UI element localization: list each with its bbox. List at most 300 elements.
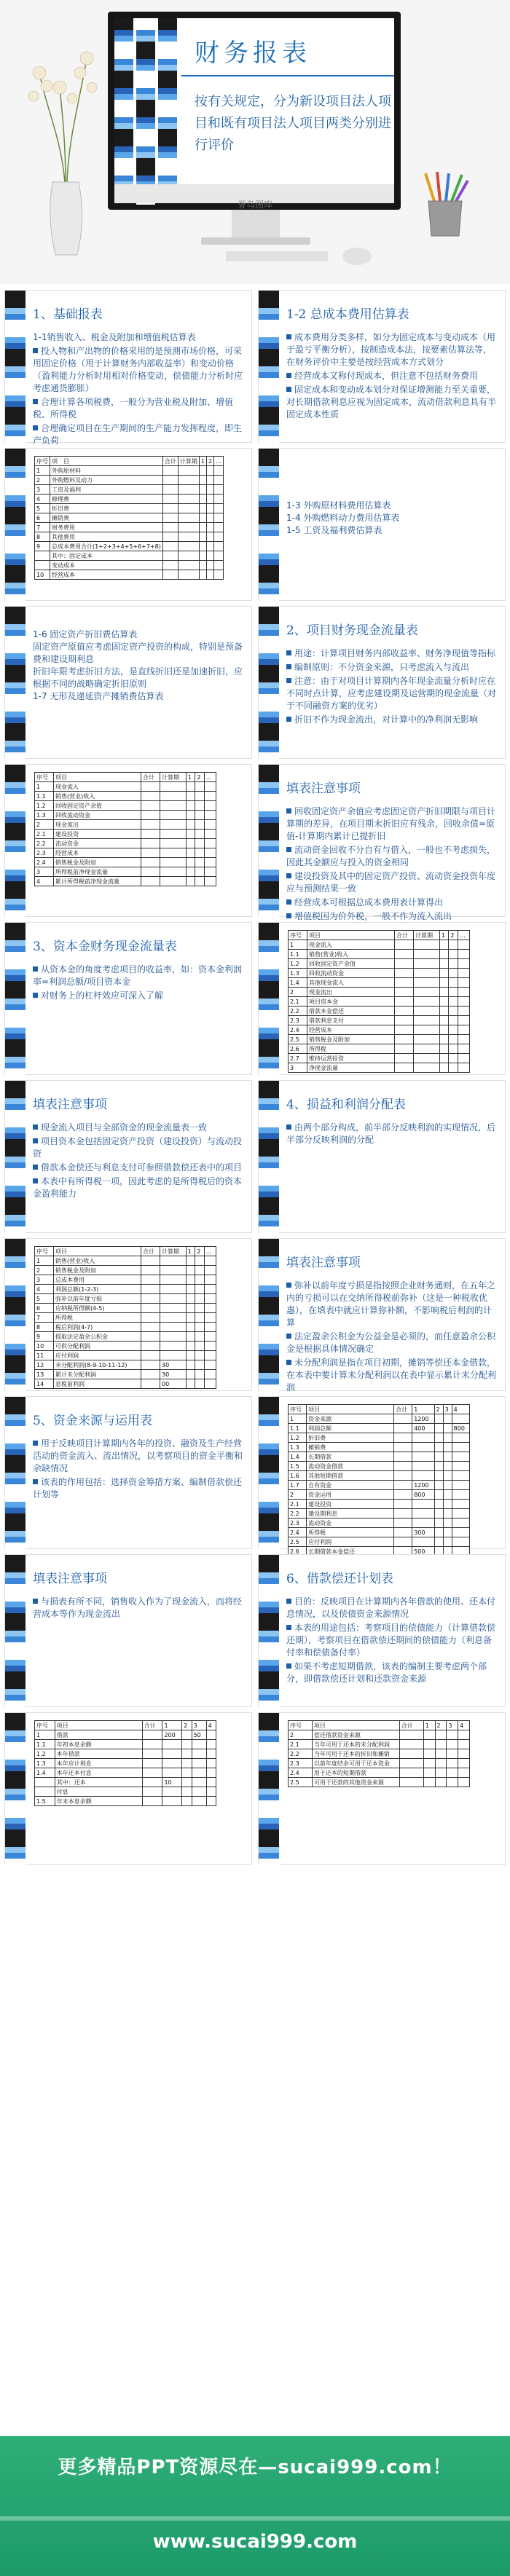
table-cell	[206, 513, 213, 523]
stripe-segment	[5, 1180, 26, 1186]
table-cell	[412, 1519, 434, 1528]
table-row	[35, 551, 224, 561]
stripe-segment	[5, 1824, 26, 1829]
stripe-segment	[5, 1771, 26, 1777]
stripe-segment	[259, 712, 279, 717]
stripe-segment	[5, 636, 26, 642]
table-cell: 回收固定资产余值	[54, 801, 141, 811]
stripe-segment	[5, 1666, 26, 1671]
slide-title: 3、资本金财务现金流量表	[33, 940, 177, 954]
stripe-cell	[158, 65, 177, 71]
stripe-cell	[136, 100, 155, 106]
stripe-segment	[259, 1519, 279, 1525]
table-cell: 1	[289, 1414, 307, 1424]
stripe-cell	[114, 158, 133, 164]
stripe-segment	[259, 1537, 279, 1543]
stripe-segment	[259, 771, 279, 776]
stripe-cell	[136, 82, 155, 88]
table-row	[35, 466, 224, 476]
table-cell	[186, 1285, 195, 1294]
slide-6	[258, 606, 506, 759]
table-cell	[195, 1332, 204, 1342]
table-header-cell: 2	[434, 1405, 443, 1414]
stripe-segment	[5, 653, 26, 659]
table-cell	[142, 1759, 162, 1768]
stripe-segment	[259, 653, 279, 659]
table-cell	[443, 1528, 452, 1537]
table-cell	[204, 877, 216, 886]
stripe-segment	[5, 1572, 26, 1578]
stripe-segment	[5, 752, 26, 758]
slide-body	[286, 647, 498, 728]
stripe-segment	[259, 940, 279, 946]
table-cell: 2.5	[289, 1035, 307, 1044]
stripe-segment	[5, 1567, 26, 1572]
slide-bullet	[33, 1596, 244, 1620]
table-cell	[192, 1759, 206, 1768]
table-cell	[412, 1452, 434, 1462]
slide-10	[258, 922, 506, 1075]
table-cell	[192, 1749, 206, 1759]
slide-8	[258, 764, 506, 921]
stripe-segment	[5, 794, 26, 800]
table-cell	[141, 1304, 160, 1313]
table-cell	[199, 485, 206, 495]
stripe-segment	[5, 1455, 26, 1461]
table-cell	[443, 1537, 452, 1547]
table-cell	[395, 1016, 414, 1025]
stripe-segment	[5, 1654, 26, 1660]
stripe-segment	[5, 1725, 26, 1730]
table-cell	[204, 1342, 216, 1351]
table-cell	[439, 950, 448, 959]
table-cell	[206, 504, 213, 513]
table-cell	[395, 969, 414, 978]
table-header-cell: …	[204, 1247, 216, 1256]
table-cell	[182, 1730, 192, 1740]
stripe-segment	[259, 1795, 279, 1800]
stripe-segment	[5, 1467, 26, 1473]
slide-body	[286, 1122, 498, 1148]
bullet-square-icon	[286, 387, 291, 392]
table-header-cell: 项目	[54, 773, 141, 782]
bullet-text: 1-4 外购燃料动力费用估算表	[286, 513, 400, 523]
table-cell	[162, 1740, 182, 1749]
stripe-segment	[259, 1326, 279, 1332]
stripe-cell	[158, 36, 177, 42]
bullet-text: 本表的用途包括：考察项目的偿债能力（计算借款偿还期），考察项目在借款偿还期间的偿债能力（利息备付率和偿债备付率）	[286, 1623, 496, 1658]
stripe-cell	[114, 123, 133, 129]
table-cell	[414, 940, 440, 950]
table-cell: 2.2	[289, 1749, 313, 1759]
stripe-cell	[114, 141, 133, 146]
table-cell	[35, 551, 50, 561]
stripe-segment	[259, 1736, 279, 1742]
table-cell: 1.1	[289, 950, 307, 959]
slide-body	[286, 500, 498, 537]
table-cell: 30	[160, 1370, 187, 1379]
stripe-segment	[259, 1320, 279, 1326]
stripe-segment	[5, 1525, 26, 1531]
stripe-segment	[259, 747, 279, 752]
stripe-segment	[259, 1689, 279, 1695]
stripe-segment	[5, 782, 26, 788]
table-cell	[206, 1787, 216, 1797]
table-row	[35, 1759, 216, 1768]
bullet-text: 用途：计算项目财务内部收益率、财务净现值等指标	[294, 648, 496, 658]
table-cell: 3	[35, 1275, 54, 1285]
stripe-segment	[5, 1197, 26, 1203]
table-cell	[204, 1379, 216, 1389]
table-cell: 所得税	[54, 1313, 141, 1323]
table-cell	[141, 820, 160, 830]
table-cell	[414, 1025, 440, 1035]
stripe-segment	[5, 958, 26, 964]
stripe-segment	[259, 765, 279, 771]
table-cell	[162, 1759, 182, 1768]
bullet-square-icon	[286, 899, 291, 905]
table-cell	[160, 1294, 187, 1304]
stripe-segment	[5, 1274, 26, 1280]
stripe-segment	[259, 1209, 279, 1215]
table-row	[35, 1749, 216, 1759]
table-cell	[395, 1025, 414, 1035]
slide-stripe-decor	[5, 765, 26, 916]
bullet-square-icon	[33, 966, 38, 972]
table-cell: 修理费	[50, 495, 163, 504]
stripe-segment	[5, 1496, 26, 1502]
stripe-segment	[259, 548, 279, 554]
table-cell	[458, 969, 469, 978]
stripe-cell	[158, 146, 177, 152]
table-cell	[178, 466, 199, 476]
stripe-segment	[259, 454, 279, 460]
table-cell: 经营成本	[307, 1025, 395, 1035]
table-cell: 销售税金及附加	[307, 1035, 395, 1044]
table-cell	[186, 811, 195, 820]
slide-16	[258, 1396, 506, 1555]
stripe-segment	[259, 1110, 279, 1116]
stripe-segment	[5, 1531, 26, 1537]
stripe-segment	[5, 1268, 26, 1274]
stripe-segment	[5, 478, 26, 484]
table-cell	[141, 1360, 160, 1370]
table-cell	[452, 1509, 469, 1519]
table-header-cell: 计算期	[178, 457, 199, 466]
stripe-segment	[5, 1186, 26, 1192]
stripe-segment	[5, 1320, 26, 1326]
table-cell	[160, 1256, 187, 1266]
stripe-segment	[5, 916, 26, 922]
bullet-text: 注意：由于对项目计算期内各年现金流量分析时应在不同时点计算，应考虑建设期及运营期的现金流量（对于不同融资方案的优劣）	[286, 676, 497, 711]
stripe-segment	[5, 1473, 26, 1478]
stripe-segment	[5, 1513, 26, 1519]
stripe-segment	[5, 401, 26, 407]
stripe-cell	[136, 65, 155, 71]
stripe-segment	[5, 1607, 26, 1613]
stripe-segment	[259, 934, 279, 940]
bullet-square-icon	[33, 1479, 38, 1484]
slide-body	[33, 1438, 244, 1502]
table-row	[289, 1768, 470, 1778]
stripe-segment	[259, 577, 279, 583]
table-cell	[192, 1787, 206, 1797]
table-cell	[447, 1749, 458, 1759]
table-cell	[412, 1537, 434, 1547]
stripe-segment	[259, 682, 279, 688]
stripe-segment	[5, 1748, 26, 1754]
table-cell	[452, 1519, 469, 1528]
table-header-cell: 2	[449, 931, 458, 940]
table-cell	[204, 1323, 216, 1332]
table-header-cell: 1	[423, 1721, 435, 1730]
table-cell	[394, 1500, 412, 1509]
table-cell	[162, 485, 178, 495]
table-cell: 1200	[412, 1481, 434, 1490]
table-row	[289, 1433, 470, 1443]
stripe-segment	[5, 361, 26, 366]
slide-stripe-decor	[5, 923, 26, 1074]
table-cell	[199, 476, 206, 485]
stripe-segment	[259, 1596, 279, 1602]
table-row	[289, 997, 470, 1007]
table-header-cell: 序号	[35, 1721, 55, 1730]
table-cell	[206, 1778, 216, 1787]
stripe-segment	[259, 987, 279, 993]
stripe-segment	[5, 542, 26, 548]
stripe-cell	[158, 100, 177, 106]
bullet-text: 投入物和产出物的价格采用的是预测市场价格，可采用固定价格（用于计算财务内部收益率）和变动价格（盈利能力分析时用相对价格变动，偿债能力分析时应考虑通货膨胀）	[33, 346, 243, 393]
stripe-segment	[5, 893, 26, 899]
stripe-cell	[136, 30, 155, 36]
stripe-segment	[259, 1162, 279, 1168]
stripe-cell	[114, 30, 133, 36]
table-cell	[452, 1443, 469, 1452]
stripe-segment	[5, 1192, 26, 1197]
stripe-cell	[136, 164, 155, 170]
stripe-segment	[5, 1004, 26, 1010]
stripe-segment	[5, 647, 26, 653]
stripe-segment	[5, 1789, 26, 1795]
stripe-segment	[259, 337, 279, 343]
table-cell	[186, 848, 195, 858]
table-cell	[192, 1768, 206, 1778]
stripe-segment	[259, 852, 279, 858]
slide-bullet	[286, 524, 498, 537]
table-cell: 借款利息支付	[307, 1016, 395, 1025]
table-row	[35, 1787, 216, 1797]
stripe-cell	[158, 158, 177, 164]
table-cell: 工资及福利	[50, 485, 163, 495]
stripe-segment	[259, 1853, 279, 1859]
slide-bullet	[286, 647, 498, 660]
table-cell: 2.2	[35, 839, 54, 848]
table-cell	[452, 1481, 469, 1490]
table-cell: 1.7	[289, 1481, 307, 1490]
stripe-segment	[5, 331, 26, 337]
table-cell	[399, 1749, 423, 1759]
bullet-text: 成本费用分类多样，如分为固定成本与变动成本（用于盈亏平衡分析），按制造成本法，按要素估算法等，在财务评价中主要是按经营成本方式划分	[286, 332, 496, 367]
table-row	[289, 1054, 470, 1063]
slide-7	[4, 764, 252, 917]
stripe-segment	[5, 314, 26, 320]
table-cell: 财务费用	[50, 523, 163, 532]
stripe-segment	[5, 548, 26, 554]
stripe-segment	[5, 395, 26, 401]
stripe-cell	[158, 82, 177, 88]
stripe-segment	[5, 788, 26, 794]
table-cell	[204, 792, 216, 801]
bullet-square-icon	[286, 1599, 291, 1604]
table-cell	[195, 1256, 204, 1266]
slide-stripe-decor	[5, 1239, 26, 1390]
table-cell	[443, 1443, 452, 1452]
stripe-segment	[5, 366, 26, 372]
stripe-segment	[259, 999, 279, 1004]
table-cell	[195, 792, 204, 801]
bullet-text: 合理确定项目在生产期间的生产能力发挥程度，即生产负荷	[33, 423, 243, 446]
table-cell: 应付利润	[307, 1537, 394, 1547]
table-cell	[395, 959, 414, 969]
table-cell: 现金流入	[307, 940, 395, 950]
table-cell: 以前年度结余可用于还本资金	[312, 1759, 399, 1768]
bullet-square-icon	[286, 1334, 291, 1339]
table-cell	[199, 532, 206, 542]
stripe-segment	[5, 1379, 26, 1384]
table-cell	[394, 1452, 412, 1462]
table-cell: 流动资金	[54, 839, 141, 848]
table-cell	[195, 1360, 204, 1370]
stripe-segment	[5, 800, 26, 806]
stripe-segment	[5, 536, 26, 542]
stripe-segment	[259, 1350, 279, 1355]
table-cell	[204, 1266, 216, 1275]
table-cell	[434, 1528, 443, 1537]
table-header-cell: 计算期	[160, 773, 187, 782]
stripe-segment	[259, 1555, 279, 1561]
bullet-square-icon	[286, 334, 291, 339]
slide-bullet	[286, 806, 498, 843]
table-cell: 所得税	[307, 1044, 395, 1054]
table-cell	[214, 542, 224, 551]
slide-stripe-decor	[5, 1081, 26, 1232]
stripe-segment	[259, 1028, 279, 1033]
stripe-segment	[5, 484, 26, 489]
slide-stripe-decor	[259, 1713, 279, 1864]
promo-url[interactable]: www.sucai999.com	[152, 2531, 358, 2553]
table-cell: 3	[35, 485, 50, 495]
stripe-segment	[5, 1636, 26, 1642]
table-cell	[206, 466, 213, 476]
table-cell: 1200	[412, 1414, 434, 1424]
stripe-segment	[259, 835, 279, 840]
table-cell	[458, 1730, 470, 1740]
stripe-segment	[259, 636, 279, 642]
bullet-square-icon	[33, 1441, 38, 1446]
table-cell	[414, 988, 440, 997]
table-cell	[395, 1035, 414, 1044]
bullet-square-icon	[286, 1124, 291, 1130]
table-cell	[142, 1787, 162, 1797]
stripe-segment	[259, 583, 279, 588]
table-row	[35, 877, 216, 886]
table-cell	[394, 1433, 412, 1443]
stripe-segment	[5, 1519, 26, 1525]
table-header-cell: 序号	[35, 457, 50, 466]
table-cell	[449, 1063, 458, 1073]
stripe-cell	[114, 65, 133, 71]
table-cell	[141, 1332, 160, 1342]
slide-bullet	[286, 661, 498, 674]
stripe-segment	[259, 1754, 279, 1760]
stripe-segment	[259, 782, 279, 788]
table-cell	[439, 978, 448, 988]
table-cell	[141, 1285, 160, 1294]
table-cell	[160, 858, 187, 867]
table-header-cell: 2	[206, 457, 213, 466]
stripe-segment	[259, 554, 279, 559]
stripe-segment	[259, 829, 279, 835]
table-header-row	[35, 1721, 216, 1730]
table-row	[35, 1351, 216, 1360]
data-table	[288, 1404, 470, 1575]
stripe-segment	[259, 1239, 279, 1245]
stripe-segment	[5, 1660, 26, 1666]
stripe-segment	[259, 1567, 279, 1572]
table-cell	[35, 1787, 55, 1797]
table-header-cell: 4	[452, 1405, 469, 1414]
table-row	[289, 1063, 470, 1073]
table-cell	[394, 1528, 412, 1537]
table-cell: 外购原材料	[50, 466, 163, 476]
table-cell	[199, 561, 206, 570]
stripe-segment	[5, 519, 26, 524]
stripe-segment	[5, 1584, 26, 1590]
hero-title: 财务报表	[195, 39, 311, 68]
table-cell	[160, 1266, 187, 1275]
table-cell	[443, 1490, 452, 1500]
table-cell: 销售(营业)收入	[54, 792, 141, 801]
stripe-segment	[5, 1203, 26, 1209]
slide-bullet	[286, 1596, 498, 1620]
table-cell: 外购燃料及动力	[50, 476, 163, 485]
slide-stripe-decor	[5, 1713, 26, 1864]
stripe-segment	[5, 618, 26, 624]
stripe-segment	[5, 806, 26, 811]
table-cell	[199, 466, 206, 476]
slide-title: 填表注意事项	[33, 1572, 107, 1586]
table-cell	[434, 1537, 443, 1547]
stripe-segment	[5, 1098, 26, 1104]
table-cell	[162, 466, 178, 476]
table-row	[289, 940, 470, 950]
slide-body	[286, 1280, 498, 1409]
bullet-text: 增值税因为价外税，一般不作为流入流出	[294, 911, 452, 921]
table-cell	[204, 1351, 216, 1360]
table-cell	[178, 532, 199, 542]
slide-bullet	[33, 1162, 244, 1174]
table-cell	[195, 867, 204, 877]
monitor-neck	[232, 210, 280, 237]
table-cell	[186, 1379, 195, 1389]
table-cell	[182, 1749, 192, 1759]
table-header-cell: 2	[182, 1721, 192, 1730]
table-cell	[452, 1490, 469, 1500]
bullet-square-icon	[33, 1165, 38, 1170]
stripe-segment	[259, 717, 279, 723]
table-cell: 资金来源	[307, 1414, 394, 1424]
table-cell	[449, 1007, 458, 1016]
